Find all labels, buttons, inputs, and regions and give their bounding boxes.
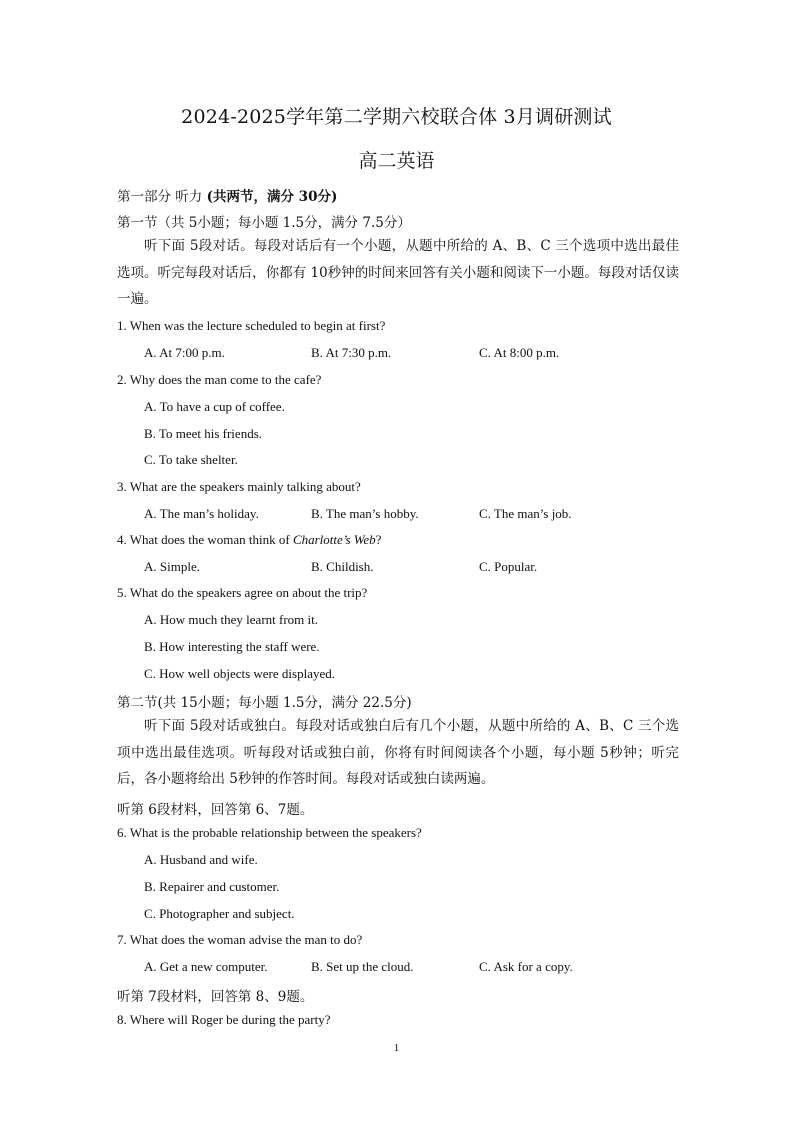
part1-title: 第一部分 听力 (117, 189, 203, 205)
question-2-option-c: C. To take shelter. (144, 452, 238, 467)
question-1-option-c: C. At 8:00 p.m. (479, 345, 560, 360)
page-number: 1 (393, 1042, 400, 1054)
question-6-option-b: B. Repairer and customer. (144, 879, 280, 894)
question-6: 6. What is the probable relationship between the speakers? (117, 825, 422, 840)
question-5-option-c: C. How well objects were displayed. (144, 666, 335, 681)
question-3-option-a: A. The man’s holiday. (144, 506, 259, 521)
question-4-option-b: B. Childish. (311, 559, 374, 574)
question-7: 7. What does the woman advise the man to do? (117, 932, 363, 947)
question-5-option-b: B. How interesting the staff were. (144, 639, 320, 654)
question-7-option-c: C. Ask for a copy. (479, 959, 573, 974)
question-4-option-c: C. Popular. (479, 559, 538, 574)
part1-heading (117, 185, 337, 205)
question-4-end: ? (375, 532, 382, 547)
exam-subject: 高二英语 (358, 150, 435, 172)
question-1-option-a: A. At 7:00 p.m. (144, 345, 225, 360)
section2-heading: 第二节(共 15小题；每小题 1.5分，满分 22.5分) (117, 695, 412, 711)
question-2-option-a: A. To have a cup of coffee. (144, 399, 285, 414)
question-7-option-b: B. Set up the cloud. (311, 959, 414, 974)
material-7-instruction: 听第 7段材料，回答第 8、9题。 (117, 989, 314, 1005)
material-6-instruction: 听第 6段材料，回答第 6、7题。 (117, 802, 314, 818)
question-1: 1. When was the lecture scheduled to begin at first? (117, 318, 386, 333)
question-4-text: 4. What does the woman think of (117, 532, 293, 547)
question-3: 3. What are the speakers mainly talking about? (117, 479, 361, 494)
question-5: 5. What do the speakers agree on about the trip? (117, 585, 368, 600)
question-6-option-a: A. Husband and wife. (144, 852, 258, 867)
question-3-option-b: B. The man’s hobby. (311, 506, 419, 521)
section1-heading: 第一节（共 5小题；每小题 1.5分，满分 7.5分） (117, 215, 411, 231)
question-4-option-a: A. Simple. (144, 559, 200, 574)
question-3-option-c: C. The man’s job. (479, 506, 572, 521)
question-2-option-b: B. To meet his friends. (144, 426, 263, 441)
section2-instructions: 听下面 5段对话或独白。每段对话或独白后有几个小题，从题中所给的 A、B、C 三个选项中选出最佳选项。听每段对话或独白前，你将有时间阅读各个小题，每小题 5秒钟；听完后，各小题将给出 5秒钟的作答时间。每段对话或独白读两遍。 (117, 718, 679, 788)
part1-meta: (共两节，满分 30分) (206, 189, 338, 205)
question-2: 2. Why does the man come to the cafe? (117, 372, 322, 387)
question-8: 8. Where will Roger be during the party? (117, 1012, 331, 1027)
question-7-option-a: A. Get a new computer. (144, 959, 268, 974)
question-6-option-c: C. Photographer and subject. (144, 906, 295, 921)
question-4-book-title: Charlotte’s Web (292, 532, 376, 547)
question-4 (117, 532, 381, 548)
exam-title: 2024-2025学年第二学期六校联合体 3月调研测试 (181, 106, 612, 128)
section1-instructions: 听下面 5段对话。每段对话后有一个小题，从题中所给的 A、B、C 三个选项中选出最佳选项。听完每段对话后，你都有 10秒钟的时间来回答有关小题和阅读下一小题。每段对话仅读一遍。 (117, 238, 679, 308)
question-5-option-a: A. How much they learnt from it. (144, 612, 319, 627)
question-1-option-b: B. At 7:30 p.m. (311, 345, 392, 360)
